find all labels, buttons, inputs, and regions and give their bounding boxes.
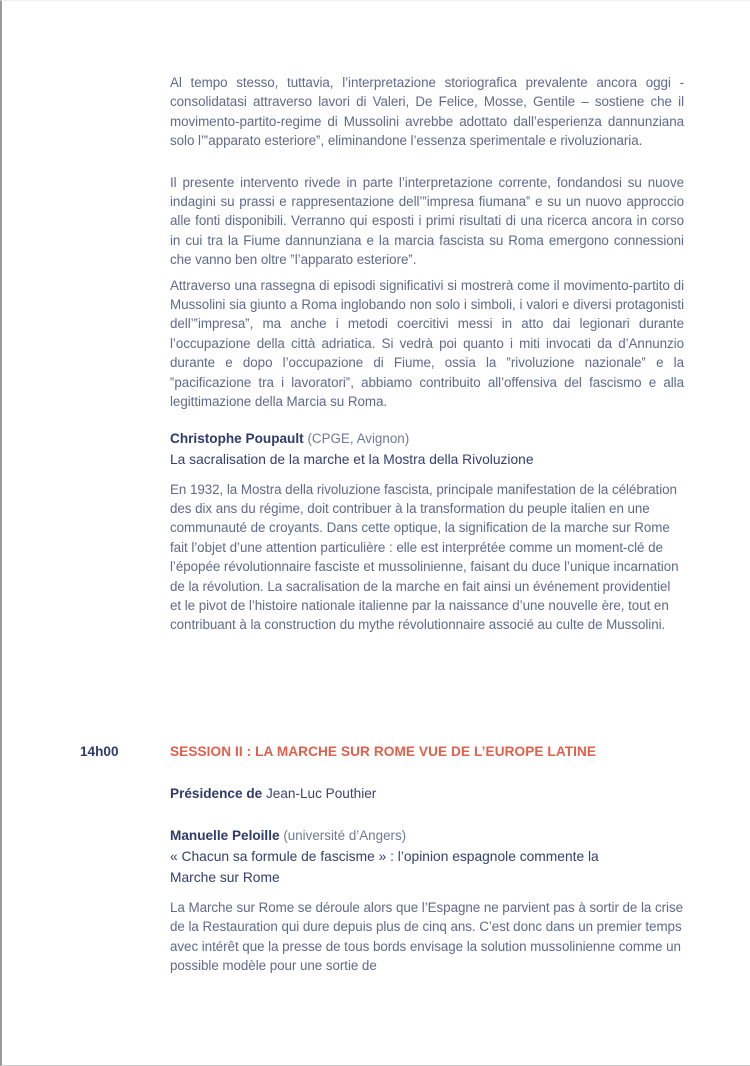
speaker-talk-title-peloille-line1: « Chacun sa formule de fascisme » : l’opinion espagnole commente la — [170, 849, 599, 864]
speaker-talk-title-poupault: La sacralisation de la marche et la Mostra della Rivoluzione — [170, 451, 534, 467]
speaker-affiliation: (CPGE, Avignon) — [307, 430, 410, 446]
abstract-spacer — [170, 470, 684, 480]
speaker-talk-title-peloille-line2: Marche sur Rome — [170, 870, 280, 885]
abstract-spacer — [170, 888, 684, 898]
page-content-column — [170, 73, 684, 635]
paragraph-storiografia: Al tempo stesso, tuttavia, l’interpretazione storiografica prevalente ancora oggi - consolidatasi attraverso lavori di Valeri, De Felice, Mosse, Gentile – sostiene che il movimento-partito-regime di Mussolini avrebbe adottato dall’esperienza dannunziana solo l’‟apparato esteriore‟, eliminandone l’essenza sperimentale e rivoluzionaria. — [170, 75, 684, 149]
session-header-row — [80, 743, 684, 761]
speaker-name-poupault — [170, 428, 684, 449]
speaker-spacer — [170, 412, 684, 428]
session-title: SESSION II : LA MARCHE SUR ROME VUE DE L’EUROPE LATINE — [170, 744, 597, 759]
speaker-affiliation: (université d’Angers) — [283, 828, 407, 843]
session-chair — [170, 783, 684, 804]
paragraph-intervento: Il presente intervento rivede in parte l’interpretazione corrente, fondandosi su nuove indagini su prassi e rappresentazione dell’‟impresa fiumana‟ e su un nuovo approccio alle fonti disponibili. Verranno qui esposti i primi risultati di una ricerca ancora in corso in cui tra la Fiume dannunziana e la marcia fascista su Roma emergono connessioni che vanno ben oltre ‟l’apparato esteriore‟. — [170, 174, 684, 268]
chair-name: Jean-Luc Pouthier — [265, 786, 377, 801]
abstract-peloille: La Marche sur Rome se déroule alors que l’Espagne ne parvient pas à sortir de la crise de la Restauration qui dure depuis plus de cinq ans. C’est donc dans un premier temps avec intérêt que la presse de tous bords envisage la solution mussolinienne comme un possible modèle pour une sortie de — [170, 900, 683, 974]
speaker-name-text: Christophe Poupault — [170, 430, 304, 446]
speaker-block-peloille — [170, 825, 684, 976]
speaker-name-text: Manuelle Peloille — [170, 828, 280, 843]
paragraph-spacer — [170, 151, 684, 173]
paragraph-rassegna: Attraverso una rassegna di episodi significativi si mostrerà come il movimento-partito di Mussolini sia giunto a Roma inglobando non solo i simboli, i valori e diversi protagonisti dell’‟impresa‟, ma anche i metodi coercitivi messi in atto dai legionari durante l’occupazione della città adriatica. Si vedrà poi quanto i miti invocati da d’Annunzio durante e dopo l’occupazione di Fiume, ossia la ‟rivoluzione nazionale‟ e la ‟pacificazione tra i lavoratori‟, abbiamo contribuito all’offensiva del fascismo e alla legittimazione della Marcia su Roma. — [170, 277, 684, 410]
chair-label: Présidence de — [170, 786, 263, 801]
session-time: 14h00 — [80, 744, 119, 759]
speaker-name-peloille — [170, 825, 684, 846]
abstract-poupault: En 1932, la Mostra della rivoluzione fascista, principale manifestation de la célébration des dix ans du régime, doit contribuer à la transformation du peuple italien en une communauté de croyants. Dans cette optique, la signification de la marche sur Rome fait l’objet d’une attention particulière : elle est interprétée comme un moment-clé de l’épopée révolutionnaire fasciste et mussolinienne, faisant du duce l’unique incarnation de la révolution. La sacralisation de la marche en fait ainsi un événement providentiel et le pivot de l’histoire nationale italienne par la naissance d’une nouvelle ère, tout en contribuant à la construction du mythe révolutionnaire associé au culte de Mussolini. — [170, 481, 679, 633]
